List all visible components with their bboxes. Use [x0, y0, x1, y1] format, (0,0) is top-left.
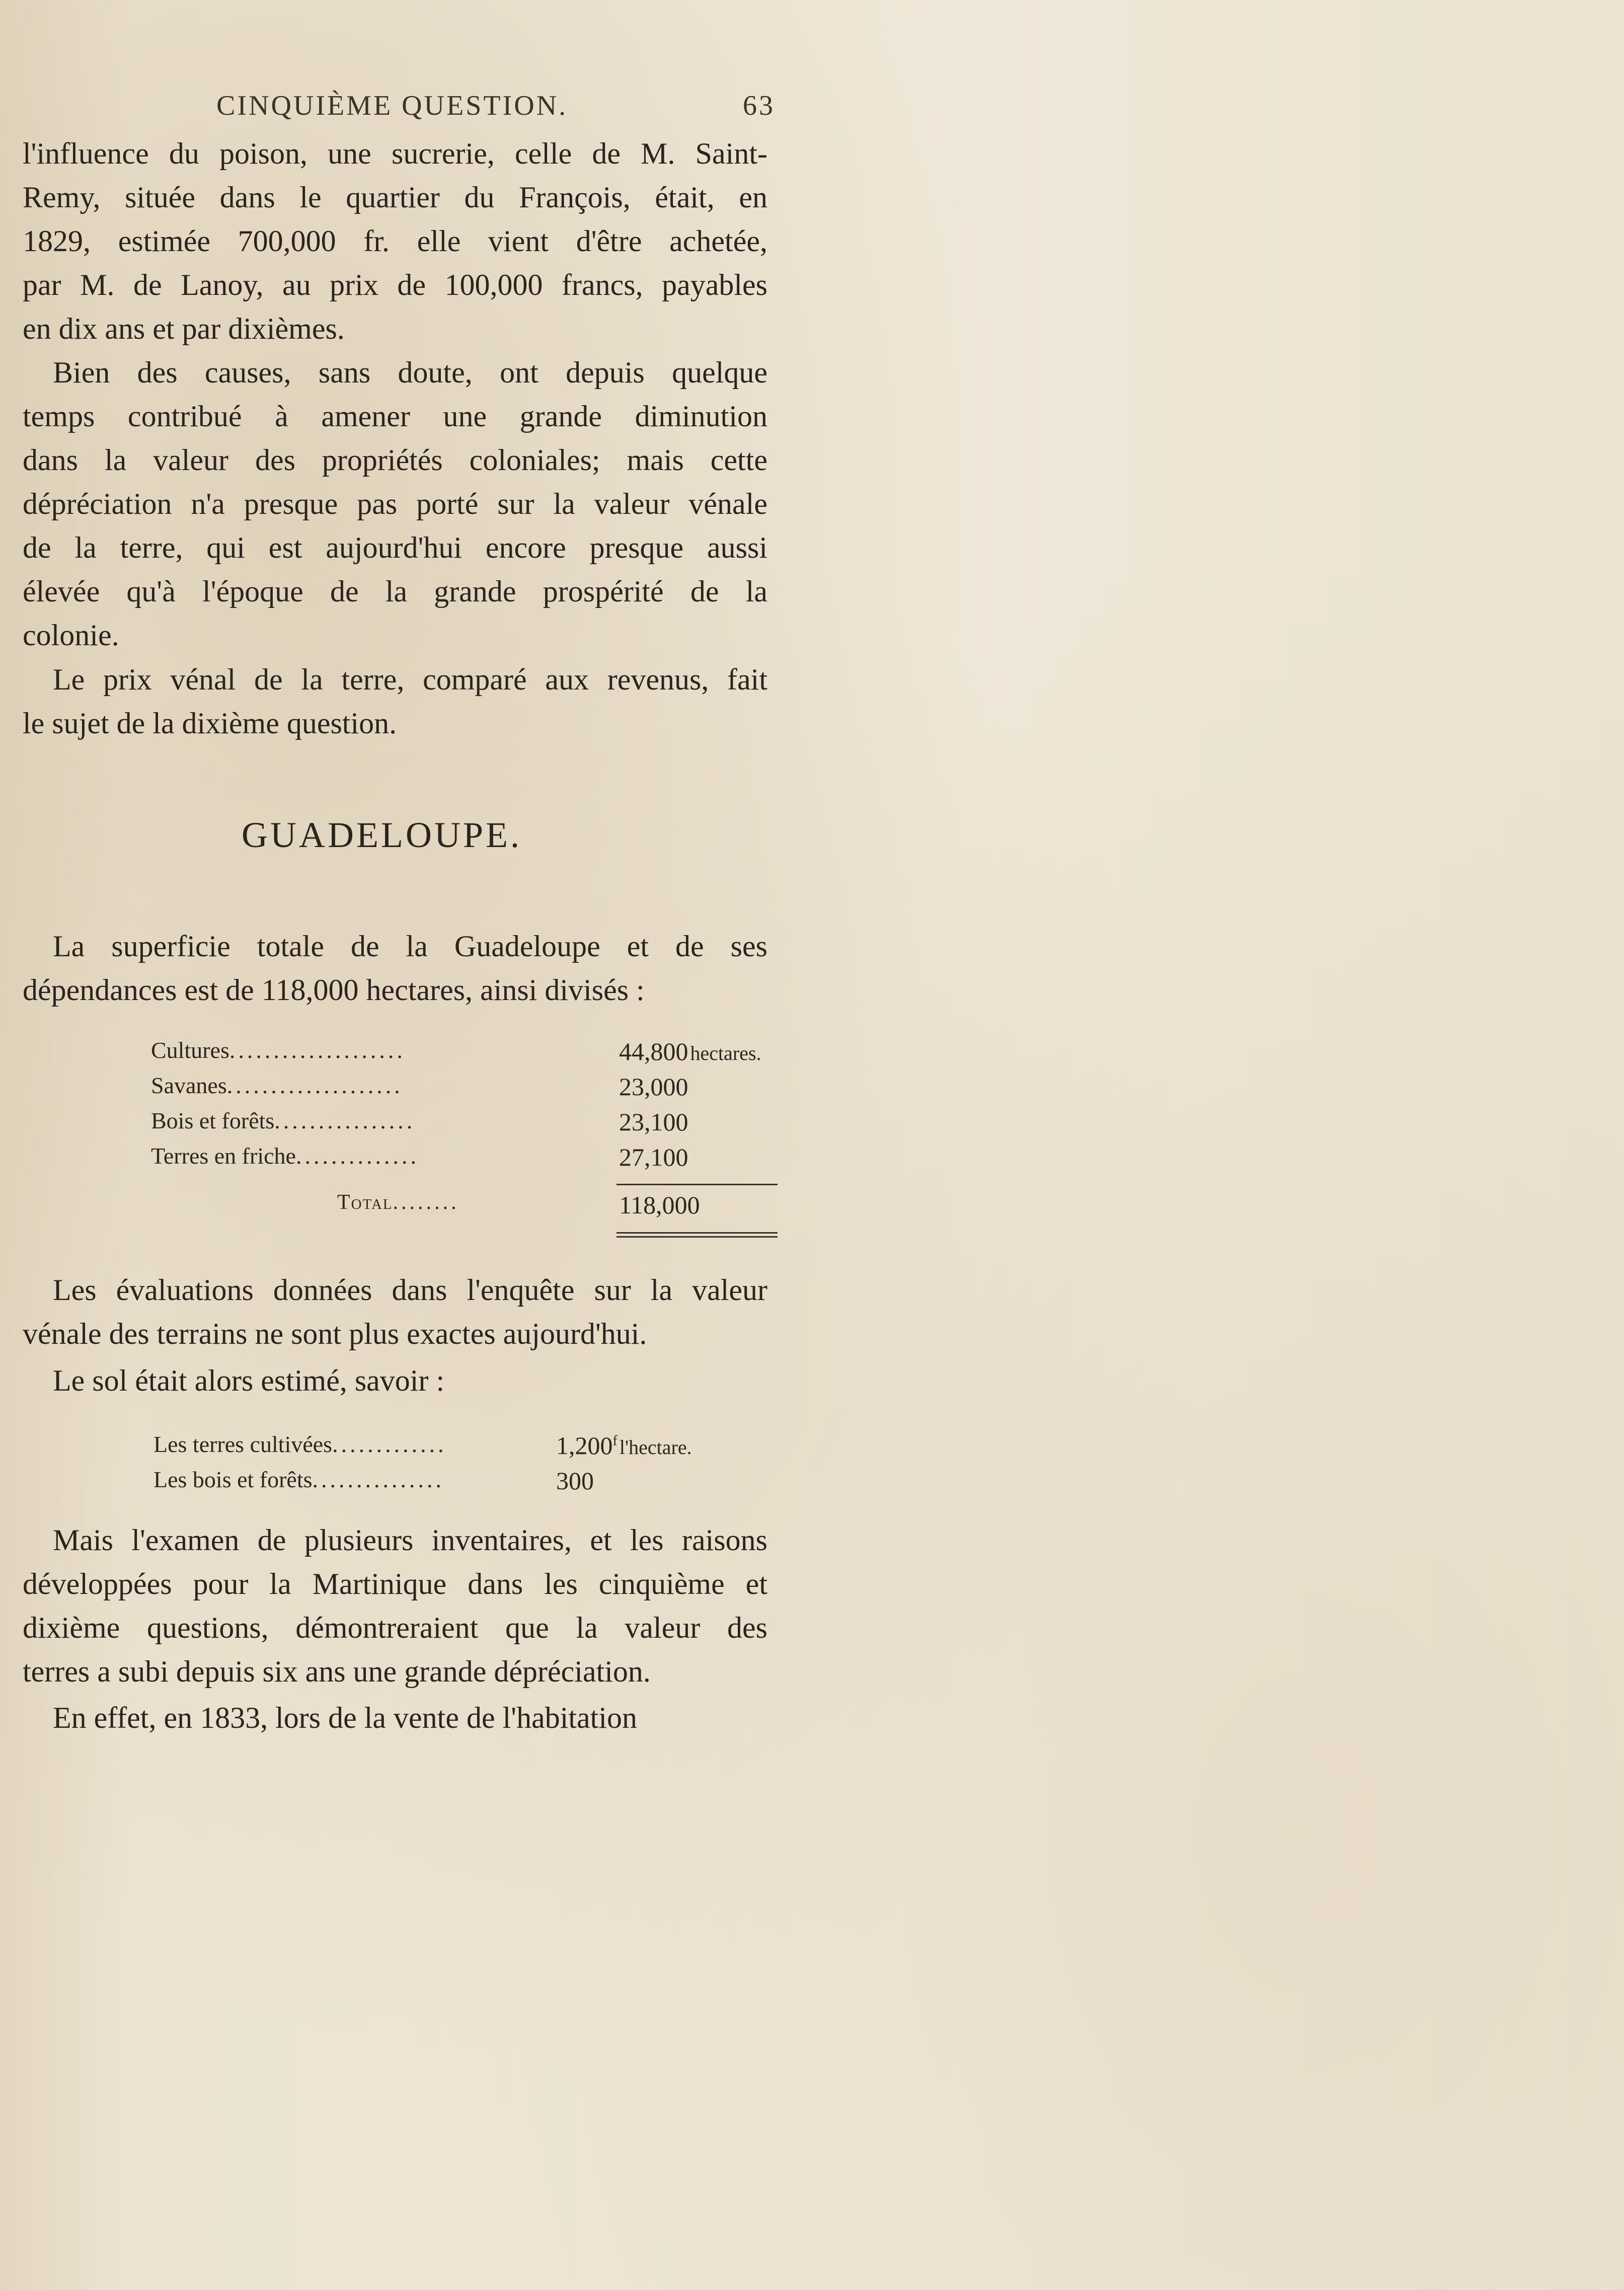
text-line: Le sol était alors estimé, savoir : — [53, 1364, 445, 1397]
text-line: temps contribué à amener une grande diminution — [23, 400, 767, 433]
text-line: colonie. — [23, 619, 119, 652]
row-value: 23,000 — [619, 1073, 688, 1101]
total-value: 118,000 — [619, 1191, 700, 1219]
paragraph-7 — [23, 1518, 767, 1694]
paragraph-6 — [23, 1359, 767, 1403]
table-row — [153, 1466, 737, 1501]
land-value-table — [153, 1431, 737, 1501]
row-value: 300 — [556, 1467, 594, 1495]
row-label: Terres en friche.............. — [151, 1143, 419, 1169]
text-line: Le prix vénal de la terre, comparé aux revenus, fait — [53, 663, 767, 696]
row-label: Les bois et forêts............... — [153, 1467, 445, 1492]
double-rule-bottom — [616, 1236, 778, 1238]
text-line: Remy, située dans le quartier du François, était, en — [23, 181, 767, 214]
text-line: La superficie totale de la Guadeloupe et de ses — [53, 930, 767, 963]
text-line: élevée qu'à l'époque de la grande prospérité de la — [23, 575, 767, 608]
table-row — [153, 1431, 737, 1466]
paragraph-3 — [23, 658, 767, 745]
section-title: GUADELOUPE. — [242, 815, 522, 855]
sum-rule — [616, 1184, 778, 1185]
row-value: 23,100 — [619, 1108, 688, 1136]
text-line: dixième questions, démontreraient que la valeur des — [23, 1611, 767, 1644]
running-head-title: CINQUIÈME QUESTION. — [216, 90, 568, 121]
text-line: En effet, en 1833, lors de la vente de l'habitation — [53, 1701, 638, 1734]
paragraph-8 — [23, 1696, 767, 1740]
text-line: terres a subi depuis six ans une grande dépréciation. — [23, 1655, 651, 1688]
row-label: Bois et forêts................ — [151, 1108, 416, 1133]
total-label: Total........ — [337, 1191, 459, 1214]
text-line: dépendances est de 118,000 hectares, ainsi divisés : — [23, 973, 645, 1007]
table-row — [151, 1037, 761, 1072]
row-label: Savanes.................... — [151, 1073, 403, 1098]
text-line: dépréciation n'a presque pas porté sur la valeur vénale — [23, 487, 767, 520]
row-label: Les terres cultivées............. — [153, 1431, 447, 1457]
text-line: vénale des terrains ne sont plus exactes aujourd'hui. — [23, 1317, 647, 1350]
paragraph-4 — [23, 925, 767, 1012]
row-label: Cultures.................... — [151, 1037, 406, 1063]
paragraph-1 — [23, 132, 767, 351]
text-line: de la terre, qui est aujourd'hui encore presque aussi — [23, 531, 767, 564]
text-line: par M. de Lanoy, au prix de 100,000 francs, payables — [23, 268, 767, 301]
row-value: 27,100 — [619, 1143, 688, 1171]
text-line: dans la valeur des propriétés coloniales; mais cette — [23, 443, 767, 477]
table-row — [151, 1142, 735, 1178]
paragraph-2 — [23, 351, 767, 657]
text-line: Bien des causes, sans doute, ont depuis quelque — [53, 356, 767, 389]
double-rule-top — [616, 1232, 778, 1234]
text-line: en dix ans et par dixièmes. — [23, 312, 345, 345]
total-row — [151, 1190, 735, 1226]
table-row — [151, 1107, 735, 1142]
text-line: le sujet de la dixième question. — [23, 707, 397, 740]
text-line: développées pour la Martinique dans les cinquième et — [23, 1567, 767, 1600]
paragraph-5 — [23, 1268, 767, 1356]
text-line: Les évaluations données dans l'enquête sur la valeur — [53, 1273, 767, 1307]
land-area-table — [151, 1037, 761, 1219]
text-line: l'influence du poison, une sucrerie, celle de M. Saint- — [23, 137, 767, 170]
row-value: 1,200$^f$ l'hectare. — [556, 1431, 692, 1460]
text-line: 1829, estimée 700,000 fr. elle vient d'être achetée, — [23, 224, 767, 258]
text-line: Mais l'examen de plusieurs inventaires, et les raisons — [53, 1523, 767, 1557]
page-number: 63 — [743, 90, 775, 121]
table-row — [151, 1072, 735, 1107]
row-value: 44,800 hectares. — [619, 1037, 761, 1065]
